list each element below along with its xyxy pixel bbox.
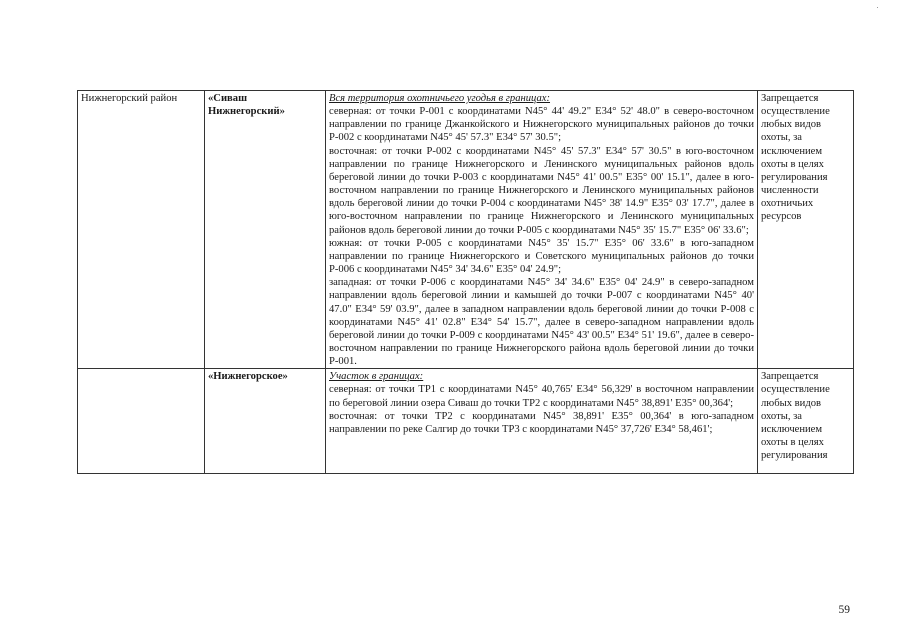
hunting-rule-cell: Запрещается осуществление любых видов охоты, за исключением охоты в целях регулирования [758, 369, 854, 474]
boundary-east: восточная: от точки ТР2 с координатами N45° 38,891' E35° 00,364' в юго-западном направлении по реке Салгир до точки ТР3 с координатами N45° 37,726' E34° 58,461'; [329, 410, 754, 435]
boundary-description-cell [326, 369, 758, 474]
district-cell [78, 91, 205, 369]
boundary-north: северная: от точки ТР1 с координатами N45° 40,765' E34° 56,329' в восточном направлении по береговой линии озера Сиваш до точки ТР2 с координатами N45° 38,891' E35° 00,364'; [329, 384, 754, 409]
scan-speck [877, 7, 878, 8]
ground-name-line: «Нижнегорское» [208, 371, 288, 383]
boundary-header: Участок в границах: [329, 371, 424, 383]
hunting-grounds-table [77, 90, 854, 474]
district-name: Нижнегорский район [81, 93, 178, 104]
table-row [78, 369, 854, 474]
ground-name-line: Нижнегорский» [208, 106, 285, 118]
ground-name-cell [205, 91, 326, 369]
hunting-rule-cell: Запрещается осуществление любых видов охоты, за исключением охоты в целях регулирования численности охотничьих ресурсов [758, 91, 854, 369]
ground-name-cell [205, 369, 326, 474]
boundary-south: южная: от точки Р-005 с координатами N45° 35' 15.7" E35° 06' 33.6" в юго-западном направлении по границе Нижнегорского и Советского муниципальных районов до точки Р-006 с координатами N45° 34' 34.6" E35° 04' 24.9"; [329, 237, 754, 276]
boundary-description-cell [326, 91, 758, 369]
ground-name-line: «Сиваш [208, 93, 248, 104]
boundary-north: северная: от точки Р-001 с координатами N45° 44' 49.2" E34° 52' 48.0" в северо-восточном направлении по границе Джанкойского и Нижнегорского муниципальных районов до точки Р-002 с координатами N45° 45' 57.3" E34° 57' 30.5"; [329, 106, 754, 144]
page-number: 59 [838, 604, 850, 616]
district-cell [78, 369, 205, 474]
boundary-header: Вся территория охотничьего угодья в границах: [329, 93, 551, 104]
boundary-west: западная: от точки Р-006 с координатами N45° 34' 34.6" E35° 04' 24.9" в северо-западном направлении вдоль береговой линии и камышей до точки Р-007 с координатами N45° 40' 47.0" E34° 59' 03.9", далее в западном направлении вдоль береговой линии до точки Р-008 с координатами N45° 41' 02.8" E34° 54' 15.7", далее в северо-западном направлении вдоль береговой линии до точки Р-009 с координатами N45° 43' 00.5" E34° 51' 19.6", далее в северо-восточном направлении по границе Нижнегорского района вдоль береговой линии до точки Р-001. [329, 277, 754, 368]
table-row [78, 91, 854, 369]
boundary-east: восточная: от точки Р-002 с координатами N45° 45' 57.3" E34° 57' 30.5" в юго-восточном направлении по границе Нижнегорского и Ленинского муниципальных районов вдоль береговой линии до точки Р-003 с координатами N45° 41' 00.5" E35° 00' 15.1", далее в юго-восточном направлении по границе Нижнегорского и Ленинского муниципальных районов вдоль береговой линии до точки Р-004 с координатами N45° 38' 14.9" E35° 03' 17.7", далее в юго-восточном направлении по границе Нижнегорского и Ленинского муниципальных районов вдоль береговой линии до точки Р-005 с координатами N45° 35' 15.7" E35° 06' 33.6"; [329, 145, 754, 236]
